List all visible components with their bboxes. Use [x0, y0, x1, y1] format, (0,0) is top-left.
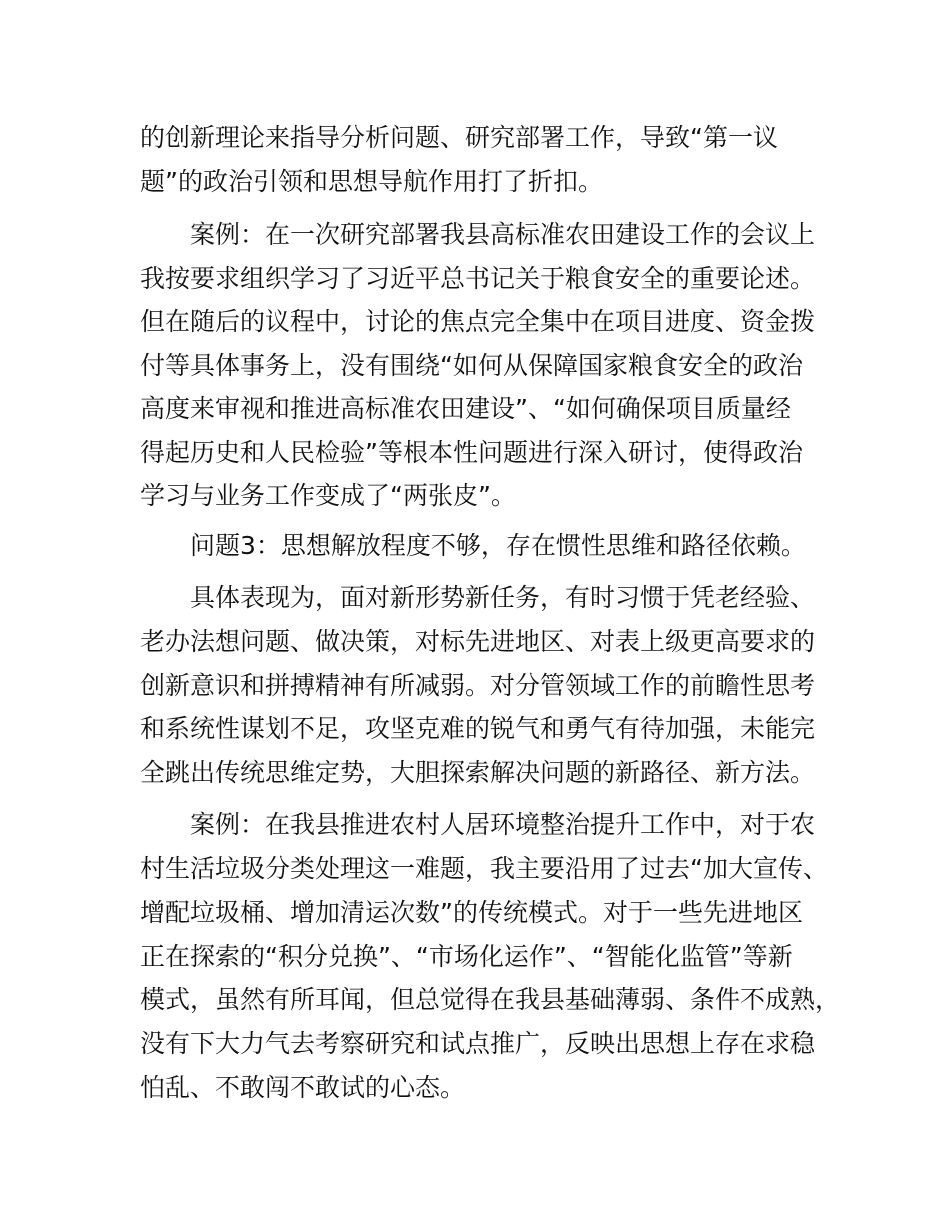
- text-line: 增配垃圾桶、增加清运次数”的传统模式。对于一些先进地区: [140, 898, 803, 927]
- text-line: 全跳出传统思维定势，大胆探索解决问题的新路径、新方法。: [140, 758, 816, 787]
- section-heading: 问题3：思想解放程度不够，存在惯性思维和路径依赖。: [190, 531, 806, 560]
- text-line: 案例：在我县推进农村人居环境整治提升工作中，对于农: [190, 810, 816, 839]
- text-line: 正在探索的“积分兑换”、“市场化运作”、“智能化监管”等新: [140, 942, 793, 971]
- text-line: 题”的政治引领和思想导航作用打了折扣。: [140, 167, 603, 196]
- text-line: 老办法想问题、做决策，对标先进地区、对表上级更高要求的: [140, 627, 816, 656]
- text-line: 得起历史和人民检验”等根本性问题进行深入研讨，使得政治: [140, 438, 803, 467]
- text-line: 村生活垃圾分类处理这一难题，我主要沿用了过去“加大宣传、: [140, 854, 828, 883]
- text-line: 的创新理论来指导分析问题、研究部署工作，导致“第一议: [140, 123, 778, 152]
- text-line: 高度来审视和推进高标准农田建设”、“如何确保项目质量经: [140, 394, 791, 423]
- text-line: 但在随后的议程中，讨论的焦点完全集中在项目进度、资金拨: [140, 307, 816, 336]
- text-line: 怕乱、不敢闯不敢试的心态。: [140, 1073, 466, 1102]
- text-line: 具体表现为，面对新形势新任务，有时习惯于凭老经验、: [190, 583, 816, 612]
- text-line: 模式，虽然有所耳闻，但总觉得在我县基础薄弱、条件不成熟，: [140, 985, 841, 1014]
- text-line: 创新意识和拼搏精神有所减弱。对分管领域工作的前瞻性思考: [140, 671, 816, 700]
- text-line: 案例：在一次研究部署我县高标准农田建设工作的会议上: [190, 220, 816, 249]
- text-line: 我按要求组织学习了习近平总书记关于粮食安全的重要论述。: [140, 264, 816, 293]
- text-line: 和系统性谋划不足，攻坚克难的锐气和勇气有待加强，未能完: [140, 714, 816, 743]
- text-line: 付等具体事务上，没有围绕“如何从保障国家粮食安全的政治: [140, 351, 803, 380]
- text-line: 学习与业务工作变成了“两张皮”。: [140, 481, 516, 510]
- text-line: 没有下大力气去考察研究和试点推广，反映出思想上存在求稳: [140, 1029, 816, 1058]
